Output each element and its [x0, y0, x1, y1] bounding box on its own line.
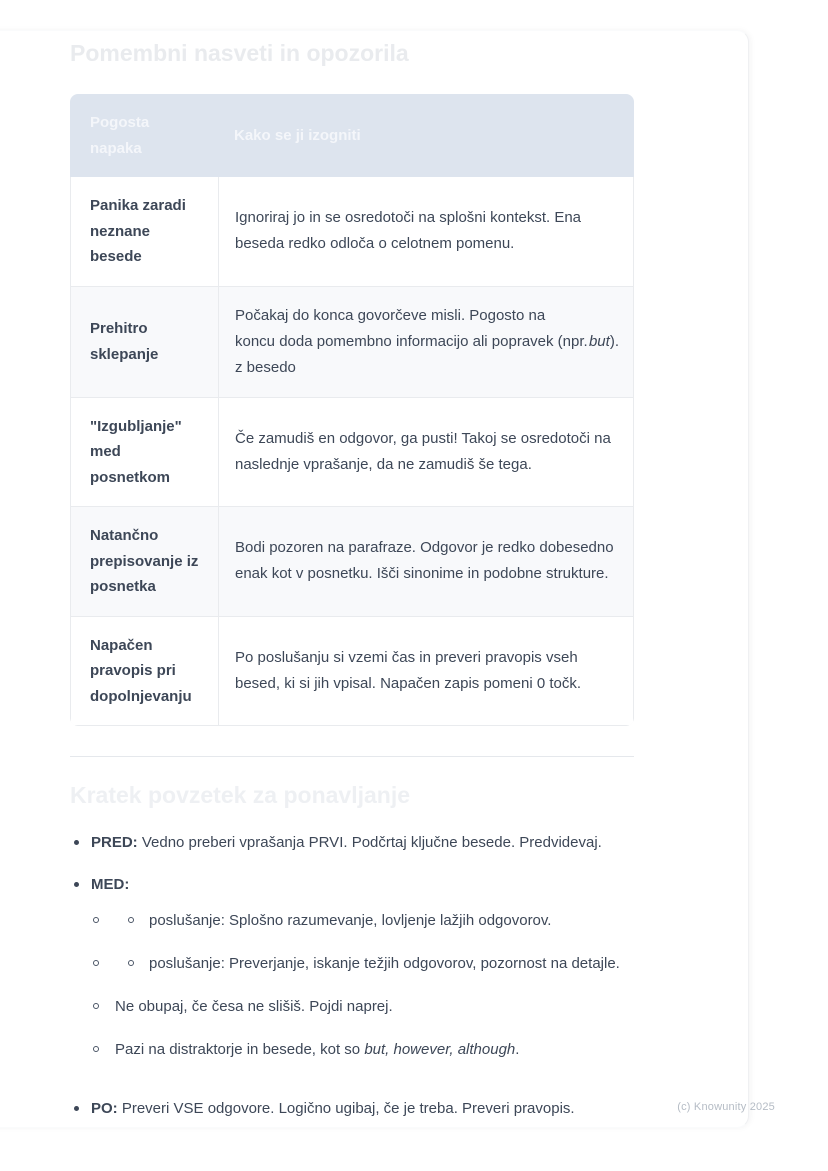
solution-cell: Bodi pozoren na parafraze. Odgovor je redko dobesedno enak kot v posnetku. Išči sinonime in podobne strukture. [218, 507, 633, 616]
disc-bullet-icon [74, 840, 79, 845]
section-title-tips: Pomembni nasveti in opozorila [70, 40, 409, 66]
list-item-text: PRED: Vedno preberi vprašanja PRVI. Podčrtaj ključne besede. Predvidevaj. [91, 834, 602, 851]
med-sublist [91, 908, 634, 1063]
mistakes-table [70, 94, 634, 726]
copyright-watermark: (c) Knowunity 2025 [677, 1101, 775, 1113]
circle-bullet-icon [93, 1003, 99, 1009]
list-item-text: PO: Preveri VSE odgovore. Logično ugibaj, če je treba. Preveri pravopis. [91, 1100, 575, 1117]
table-row [71, 287, 633, 398]
solution-cell: Če zamudiš en odgovor, ga pusti! Takoj se osredotoči na naslednje vprašanje, da ne zamudiš še tega. [218, 398, 633, 507]
disc-bullet-icon [74, 882, 79, 887]
circle-bullet-icon [93, 1046, 99, 1052]
circle-bullet-icon [128, 917, 134, 923]
list-item-pred [70, 830, 634, 856]
section-title-summary: Kratek povzetek za ponavljanje [70, 782, 411, 808]
mistake-cell: Napačen pravopis pri dopolnjevanju [90, 636, 192, 705]
sublist-item [91, 994, 634, 1020]
disc-bullet-icon [74, 1106, 79, 1111]
sublist-item-text: Pazi na distraktorje in besede, kot so but, however, although. [115, 1041, 520, 1058]
page-content [70, 0, 634, 1122]
sublist-item-text: poslušanje: Preverjanje, iskanje težjih odgovorov, pozornost na detajle. [149, 955, 620, 972]
table-header-avoid: Kako se ji izogniti [234, 126, 361, 144]
table-header-row [70, 94, 634, 177]
table-row [71, 617, 633, 726]
table-row [71, 507, 633, 617]
sublist-item [91, 1037, 634, 1063]
solution-cell: Počakaj do konca govorčeve misli. Pogosto na koncu doda pomembno informacijo ali popravek (npr. z besedo but ). [218, 287, 633, 397]
list-item-text: MED: [91, 876, 130, 893]
mistake-cell: Panika zaradi neznane besede [90, 197, 186, 265]
table-row [71, 177, 633, 287]
sublist-item-text: poslušanje: Splošno razumevanje, lovljenje lažjih odgovorov. [149, 912, 552, 929]
circle-bullet-icon [128, 960, 134, 966]
list-item-med [70, 872, 634, 1080]
list-item-po [70, 1096, 634, 1122]
sublist-item [91, 908, 634, 934]
table-body [70, 177, 634, 726]
section-divider [70, 756, 634, 757]
circle-bullet-icon [93, 960, 99, 966]
table-row [71, 398, 633, 508]
summary-list [70, 830, 634, 1122]
sublist-item-text: Ne obupaj, če česa ne slišiš. Pojdi naprej. [115, 998, 393, 1015]
circle-bullet-icon [93, 917, 99, 923]
sublist-item [91, 951, 634, 977]
table-header-mistake: Pogosta napaka [90, 113, 150, 157]
solution-cell: Ignoriraj jo in se osredotoči na splošni kontekst. Ena beseda redko odloča o celotnem pomenu. [218, 177, 633, 286]
mistake-cell: Prehitro sklepanje [90, 320, 159, 363]
mistake-cell: Natančno prepisovanje iz posnetka [90, 527, 199, 595]
mistake-cell: "Izgubljanje" med posnetkom [90, 417, 182, 486]
solution-cell: Po poslušanju si vzemi čas in preveri pravopis vseh besed, ki si jih vpisal. Napačen zapis pomeni 0 točk. [218, 617, 633, 726]
